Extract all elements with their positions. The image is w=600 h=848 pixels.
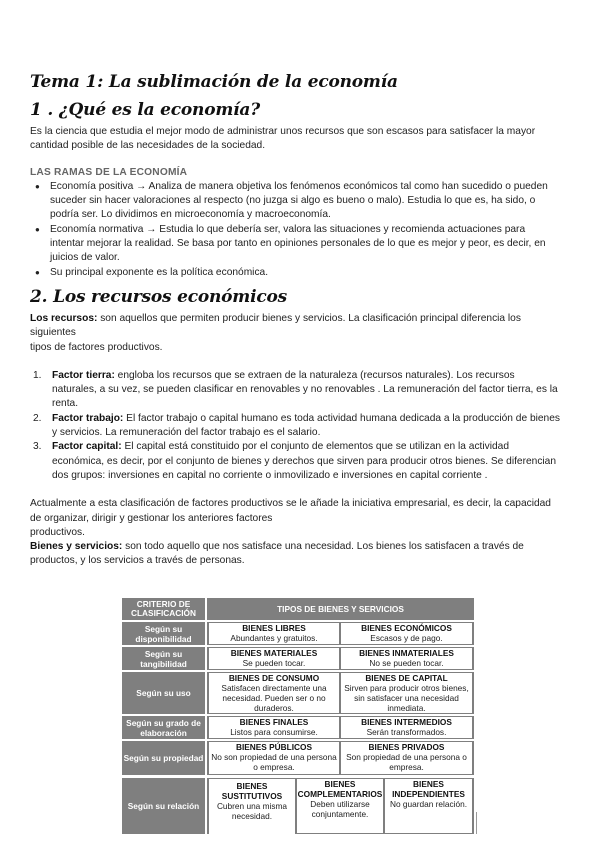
cell-text: Sirven para producir otros bienes, sin satisfacer una necesidad inmediata.	[344, 683, 469, 713]
table-cell	[341, 717, 472, 738]
cell-title: BIENES MATERIALES	[230, 648, 318, 658]
cell-text: Abundantes y gratuitos.	[230, 633, 318, 643]
row-label: Según su relación	[122, 778, 205, 834]
recursos-intro-text: son aquellos que permiten producir bienes y servicios. La clasificación principal diferencia los siguientes	[30, 312, 521, 339]
cell-title: BIENES COMPLEMENTARIOS	[297, 779, 383, 799]
row-label: Según su uso	[122, 672, 205, 714]
recursos-intro-2: tipos de factores productivos.	[30, 341, 163, 353]
cell-text: Serán transformados.	[366, 727, 447, 737]
item-number: 2.	[33, 412, 42, 424]
cell-title: BIENES INMATERIALES	[359, 648, 454, 658]
table-cell	[341, 673, 472, 713]
list-item: ● Economía normativa → Estudia lo que debería ser, valora las situaciones y recomienda actuaciones para intentar mejorar la realidad. Se basa por tanto en opiniones personales de lo que es mejor y peor, es decir, en juicios de valor.	[50, 223, 560, 266]
row-label: Según su tangibilidad	[122, 647, 205, 670]
cell-title: BIENES PRIVADOS	[368, 742, 445, 752]
table-cell	[297, 779, 383, 833]
cell-title: BIENES SUSTITUTIVOS	[221, 781, 283, 801]
list-item	[33, 440, 560, 483]
actualmente-text-2: productivos.	[30, 526, 85, 538]
list-item	[33, 369, 560, 412]
section-1-text: Es la ciencia que estudia el mejor modo de administrar unos recursos que son escasos para satisfacer la mayor cantidad posible de las necesidades de la sociedad.	[30, 126, 536, 152]
bienes-label: Bienes y servicios:	[30, 541, 123, 553]
cell-title: BIENES FINALES	[239, 717, 309, 727]
table-cell	[209, 742, 339, 774]
factor-label: Factor tierra:	[52, 369, 115, 381]
recursos-label: Los recursos:	[30, 312, 98, 324]
bienes-text: son todo aquello que nos satisface una necesidad. Los bienes los satisfacen a través de productos, y los servicios a través de personas.	[30, 541, 524, 567]
recursos-intro	[30, 312, 560, 341]
cell-title: BIENES INTERMEDIOS	[361, 717, 452, 727]
ramas-extra	[50, 266, 560, 280]
cell-title: BIENES DE CONSUMO	[228, 673, 320, 683]
cell-text: Satisfacen directamente una necesidad. Pueden ser o no duraderos.	[221, 683, 327, 713]
ramas-list	[30, 180, 560, 280]
cell-title: BIENES ECONÓMICOS	[361, 623, 452, 633]
table-cell	[209, 779, 295, 835]
cell-text: Se pueden tocar.	[242, 658, 306, 668]
cell-text: Listos para consumirse.	[230, 727, 318, 737]
cell-title: BIENES INDEPENDIENTES	[392, 779, 465, 799]
item-number: 1.	[33, 369, 42, 381]
table-header-tipos: TIPOS DE BIENES Y SERVICIOS	[207, 598, 474, 620]
factor-label: Factor capital:	[52, 441, 122, 453]
section-1-heading: 1 . ¿Qué es la economía?	[30, 100, 260, 120]
document-page	[30, 72, 560, 569]
section-2-heading: 2. Los recursos económicos	[30, 286, 287, 307]
cell-text: Son propiedad de una persona o empresa.	[346, 752, 467, 772]
table-cell	[341, 742, 472, 774]
table-cell	[341, 648, 472, 669]
table-cell	[209, 648, 339, 669]
cell-text: No son propiedad de una persona o empresa.	[211, 752, 337, 772]
item-number: 3.	[33, 441, 42, 453]
list-item: ● Economía positiva → Analiza de manera objetiva los fenómenos económicos tal como han sucedido o pueden suceder sin hacer valoraciones al respecto (no juzga si algo es bueno o malo). Estudia lo que es, ha sido, o podría ser. Lo dividimos en microeconomía y macroeconomía.	[50, 180, 560, 223]
ramas-extra-text: Su principal exponente es la política económica.	[50, 266, 269, 278]
row-label: Según su propiedad	[122, 741, 205, 775]
cell-title: BIENES DE CAPITAL	[365, 673, 448, 683]
cell-text: No guardan relación.	[389, 799, 468, 809]
table-cell	[209, 623, 339, 644]
actualmente-text: Actualmente a esta clasificación de factores productivos se le añade la iniciativa empresarial, es decir, la capacidad de organizar, dirigir y gestionar los anteriores factores	[30, 498, 551, 524]
document-title: Tema 1: La sublimación de la economía	[30, 72, 398, 92]
divider	[476, 812, 477, 834]
cell-text: Deben utilizarse conjuntamente.	[310, 799, 370, 819]
cell-text: No se pueden tocar.	[369, 658, 444, 668]
table-cell	[341, 623, 472, 644]
factor-label: Factor trabajo:	[52, 412, 124, 424]
row-label: Según su disponibilidad	[122, 622, 205, 645]
table-cell	[385, 779, 472, 833]
bienes-table	[122, 598, 474, 834]
table-cell	[209, 717, 339, 738]
row-label: Según su grado de elaboración	[122, 716, 205, 739]
ramas-heading: LAS RAMAS DE LA ECONOMÍA	[30, 166, 188, 178]
cell-title: BIENES PÚBLICOS	[235, 742, 313, 752]
factor-text: engloba los recursos que se extraen de la naturaleza (recursos naturales). Los recursos naturales, a su vez, se pueden clasificar en renovables y no renovables . La remuneración del factor tierra, es la renta.	[52, 369, 558, 410]
table-cell	[209, 673, 339, 713]
list-item	[33, 412, 560, 441]
factores-list	[30, 369, 560, 483]
cell-text: Cubren una misma necesidad.	[216, 801, 288, 821]
cell-title: BIENES LIBRES	[242, 623, 306, 633]
factor-text: El factor trabajo o capital humano es toda actividad humana dedicada a la producción de bienes y servicios. La remuneración del factor trabajo es el salario.	[52, 412, 560, 439]
bienes-paragraph	[30, 540, 560, 569]
cell-text: Escasos y de pago.	[370, 633, 443, 643]
table-header-criterio: CRITERIO DE CLASIFICACIÓN	[122, 598, 205, 620]
factor-text: El capital está constituido por el conjunto de elementos que se utilizan en la actividad económica, es decir, por el conjunto de bienes y derechos que sirven para producir otros bienes. Se diferencian dos grupos: inversiones en capital no corriente o inmovilizado e inversiones en capital corriente .	[52, 441, 557, 481]
